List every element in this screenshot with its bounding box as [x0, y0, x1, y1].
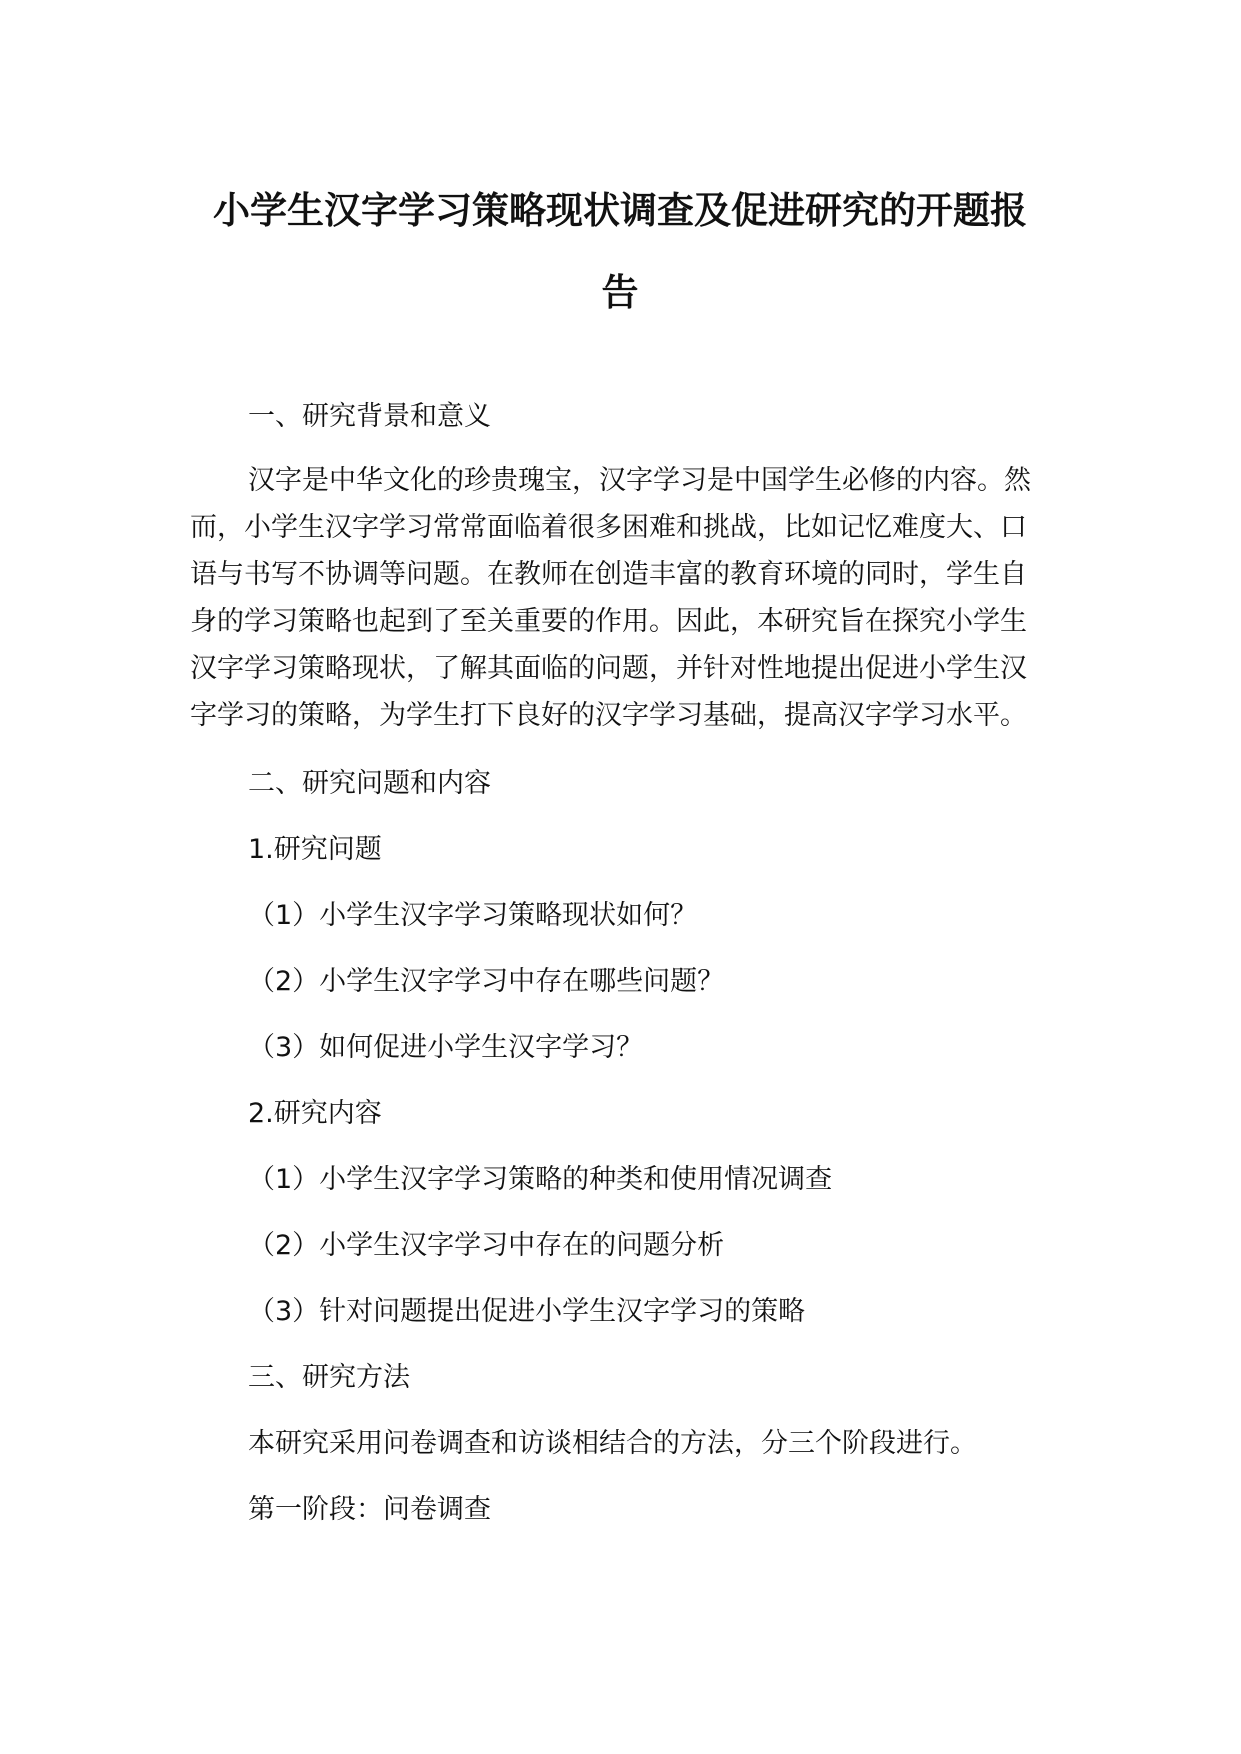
stage-one-label: 第一阶段：问卷调查 [248, 1494, 491, 1525]
document-title-line-2: 告 [601, 271, 639, 314]
paragraph-line: 字学习的策略，为学生打下良好的汉字学习基础，提高汉字学习水平。 [190, 700, 1027, 731]
paragraph-line: 汉字是中华文化的珍贵瑰宝，汉字学习是中国学生必修的内容。然 [248, 465, 1031, 496]
section-heading-background: 一、研究背景和意义 [248, 401, 491, 432]
paragraph-line: 身的学习策略也起到了至关重要的作用。因此，本研究旨在探究小学生 [190, 606, 1027, 637]
content-item: （1）小学生汉字学习策略的种类和使用情况调查 [248, 1164, 833, 1195]
content-item: （2）小学生汉字学习中存在的问题分析 [248, 1230, 725, 1261]
question-item: （1）小学生汉字学习策略现状如何？ [248, 900, 698, 931]
question-item: （3）如何促进小学生汉字学习？ [248, 1032, 644, 1063]
subheading-research-content: 2.研究内容 [248, 1098, 382, 1129]
question-item: （2）小学生汉字学习中存在哪些问题？ [248, 966, 725, 997]
document-title-line-1: 小学生汉字学习策略现状调查及促进研究的开题报 [213, 189, 1027, 232]
paragraph-line: 而，小学生汉字学习常常面临着很多困难和挑战，比如记忆难度大、口 [190, 512, 1027, 543]
method-description: 本研究采用问卷调查和访谈相结合的方法，分三个阶段进行。 [248, 1428, 977, 1459]
paragraph-line: 汉字学习策略现状，了解其面临的问题，并针对性地提出促进小学生汉 [190, 653, 1027, 684]
section-heading-questions: 二、研究问题和内容 [248, 768, 491, 799]
document-body [190, 384, 1050, 1543]
background-paragraph [190, 457, 1050, 739]
section-heading-methods: 三、研究方法 [248, 1362, 410, 1393]
paragraph-line: 语与书写不协调等问题。在教师在创造丰富的教育环境的同时，学生自 [190, 559, 1027, 590]
subheading-research-questions: 1.研究问题 [248, 834, 382, 865]
content-item: （3）针对问题提出促进小学生汉字学习的策略 [248, 1296, 806, 1327]
